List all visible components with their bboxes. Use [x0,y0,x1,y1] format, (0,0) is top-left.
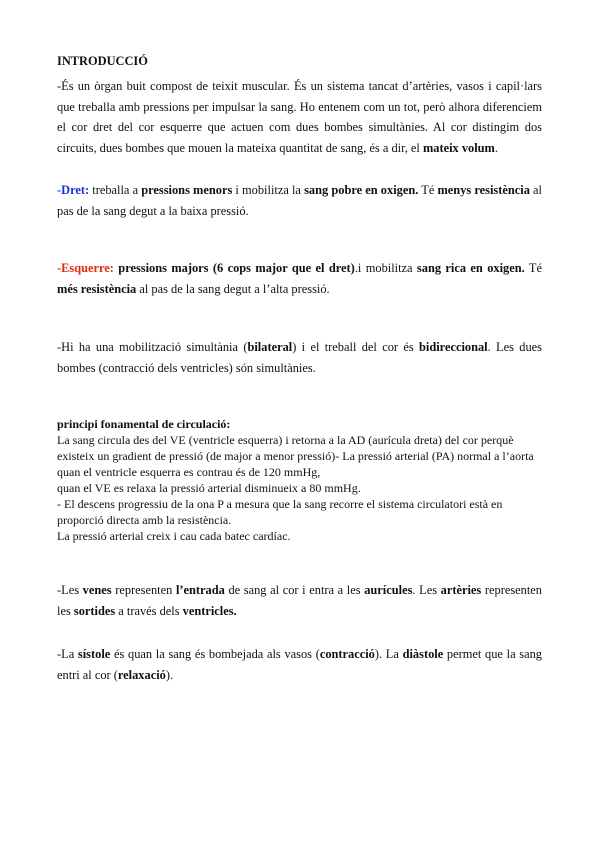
auricules-bold: aurícules [364,583,413,597]
principi-line-2: quan el VE es relaxa la pressió arterial disminueix a 80 mmHg. [57,481,361,495]
dret-text-4: al pas de la sang degut a la baixa pressió. [57,183,542,218]
relaxacio-bold: relaxació [117,667,166,682]
contraccio-bold: contracció [319,647,375,661]
sistole-bold: sístole [77,647,111,661]
venes-text-3: de sang al cor i entra a les [224,583,365,597]
esquerre-text-4: al pas de la sang degut a l’alta pressió. [136,281,330,296]
principi-heading: principi fonamental de circulació: [57,417,231,431]
bilateral-paragraph [57,337,542,378]
venes-text-4: . Les [412,583,441,597]
diastole-bold: diàstole [402,647,444,661]
intro-bold-volume: mateix volum [422,140,495,155]
venes-text-6: a través dels [115,603,183,618]
dret-bold-sang: sang pobre en oxigen. [304,183,419,197]
esquerre-bold-pressions: pressions majors (6 cops major que el dret) [118,261,355,275]
dret-label: -Dret: [57,183,90,197]
esquerre-text-2: .i mobilitza [354,261,417,275]
bidireccional-bold: bidireccional [419,340,488,354]
bilateral-text-1: -Hi ha una mobilització simultània ( [57,340,248,354]
venes-text-1: -Les [57,583,83,597]
principi-line-1: La sang circula des del VE (ventricle esquerra) i retorna a la AD (aurícula dreta) del cor perquè existeix un gradient de pressió (de major a menor pressió)- La pressió arterial (PA) normal a l’aorta quan el ventricle esquerra es contrau és de 120 mmHg, [57,433,534,479]
sistole-text-4: permet que la sang entri al cor ( [57,647,543,682]
venes-paragraph [57,580,542,621]
entrada-bold: l’entrada [175,583,225,597]
page-title: INTRODUCCIÓ [57,54,148,68]
bilateral-bold: bilateral [247,340,293,354]
sistole-text-2: és quan la sang és bombejada als vasos ( [110,647,320,661]
sistole-text-1: -La [57,647,78,661]
sistole-text-3: ). La [374,647,403,661]
sistole-paragraph [57,644,542,685]
venes-text-5: representen les [57,583,542,618]
bilateral-text-2: ) i el treball del cor és [292,340,420,354]
esquerre-label: -Esquerre: [57,261,114,275]
ventricles-bold: ventricles. [182,603,237,618]
dret-text-2: i mobilitza la [232,183,305,197]
esquerre-text-3: Té [524,261,542,275]
esquerre-bold-resistencia: més resistència [57,281,137,296]
intro-paragraph [57,76,542,158]
principi-section [57,416,542,544]
dret-bold-pressions: pressions menors [141,183,233,197]
venes-text-2: representen [111,583,176,597]
dret-paragraph [57,180,542,221]
esquerre-paragraph [57,258,542,299]
arteries-bold: artèries [440,583,482,597]
dret-text-3: Té [418,183,438,197]
sortides-bold: sortides [73,603,116,618]
bilateral-text-3: . Les dues bombes (contracció dels ventricles) són simultànies. [57,340,542,375]
sistole-text-5: ). [165,667,174,682]
principi-line-4: La pressió arterial creix i cau cada batec cardíac. [57,529,291,543]
esquerre-bold-sang: sang rica en oxigen. [416,261,525,275]
intro-end: . [494,140,498,155]
principi-line-3: - El descens progressiu de la ona P a mesura que la sang recorre el sistema circulatori està en proporció directa amb la resistència. [57,497,503,527]
intro-text: -És un òrgan buit compost de teixit muscular. És un sistema tancat d’artèries, vasos i capil·lars que treballa amb pressions per impulsar la sang. Ho entenem com un tot, però alhora diferenciem el cor dret del cor esquerre que actuen com dues bombes simultànies. Al cor distingim dos circuits, dues bombes que mouen la mateixa quantitat de sang, és a dir, el [57,79,542,155]
dret-text-1: treballa a [89,183,142,197]
venes-bold: venes [82,583,112,597]
dret-bold-resistencia: menys resistència [437,183,530,197]
